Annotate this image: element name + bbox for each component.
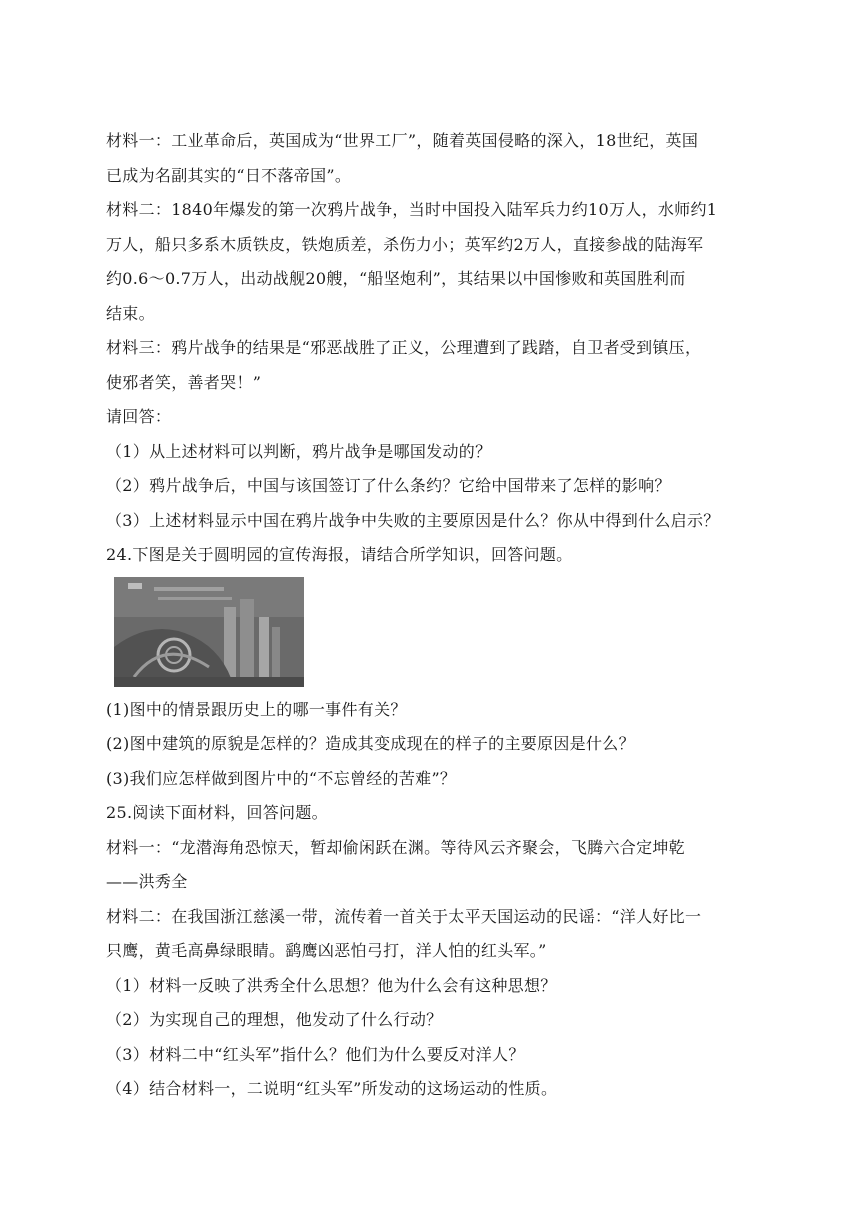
- question-line: (2)图中建筑的原貌是怎样的？造成其变成现在的样子的主要原因是什么？: [106, 734, 635, 753]
- text-line: 约0.6～0.7万人，出动战舰20艘，“船坚炮利”，其结果以中国惨败和英国胜利而: [106, 269, 686, 288]
- text-line: 请回答：: [106, 407, 172, 426]
- question-line: （4）结合材料一，二说明“红头军”所发动的这场运动的性质。: [106, 1079, 558, 1098]
- question-line: （1）从上述材料可以判断，鸦片战争是哪国发动的？: [106, 441, 492, 461]
- question-line: (3)我们应怎样做到图片中的“不忘曾经的苦难”？: [106, 768, 457, 788]
- text-line: 材料一：“龙潜海角恐惊天，暂却偷闲跃在渊。等待风云齐聚会，飞腾六合定坤乾: [106, 837, 685, 857]
- text-line: 已成为名副其实的“日不落帝国”。: [106, 165, 352, 185]
- text-line: 材料一：工业革命后，英国成为“世界工厂”，随着英国侵略的深入，18世纪，英国: [106, 131, 699, 150]
- text-line: ——洪秀全: [106, 872, 188, 891]
- question-line: （2）鸦片战争后，中国与该国签订了什么条约？它给中国带来了怎样的影响？: [106, 476, 671, 495]
- text-line: 结束。: [106, 303, 155, 323]
- question-line: （2）为实现自己的理想，他发动了什么行动？: [106, 1010, 443, 1029]
- question-line: （3）材料二中“红头军”指什么？他们为什么要反对洋人？: [106, 1044, 525, 1064]
- question-heading: 24.下图是关于圆明园的宣传海报，请结合所学知识，回答问题。: [106, 545, 573, 564]
- text-block-top: [106, 124, 756, 573]
- text-line: 材料二：在我国浙江慈溪一带，流传着一首关于太平天国运动的民谣：“洋人好比一: [106, 906, 702, 926]
- question-line: (1)图中的情景跟历史上的哪一事件有关？: [106, 699, 407, 719]
- text-line: 使邪者笑，善者哭！”: [106, 372, 262, 392]
- question-line: （1）材料一反映了洪秀全什么思想？他为什么会有这种思想？: [106, 975, 557, 995]
- yuanmingyuan-poster-image: [114, 577, 304, 687]
- text-line: 万人，船只多系木质铁皮，铁炮质差，杀伤力小；英军约2万人，直接参战的陆海军: [106, 234, 704, 254]
- document-page: [106, 124, 756, 1107]
- text-line: 材料二：1840年爆发的第一次鸦片战争，当时中国投入陆军兵力约10万人，水师约1: [106, 200, 718, 219]
- text-line: 材料三：鸦片战争的结果是“邪恶战胜了正义，公理遭到了践踏，自卫者受到镇压，: [106, 338, 702, 357]
- question-heading: 25.阅读下面材料，回答问题。: [106, 803, 328, 822]
- text-block-bottom: [106, 693, 756, 1107]
- question-line: （3）上述材料显示中国在鸦片战争中失败的主要原因是什么？你从中得到什么启示？: [106, 510, 720, 530]
- text-line: 只鹰，黄毛高鼻绿眼睛。鹞鹰凶恶怕弓打，洋人怕的红头军。”: [106, 941, 547, 960]
